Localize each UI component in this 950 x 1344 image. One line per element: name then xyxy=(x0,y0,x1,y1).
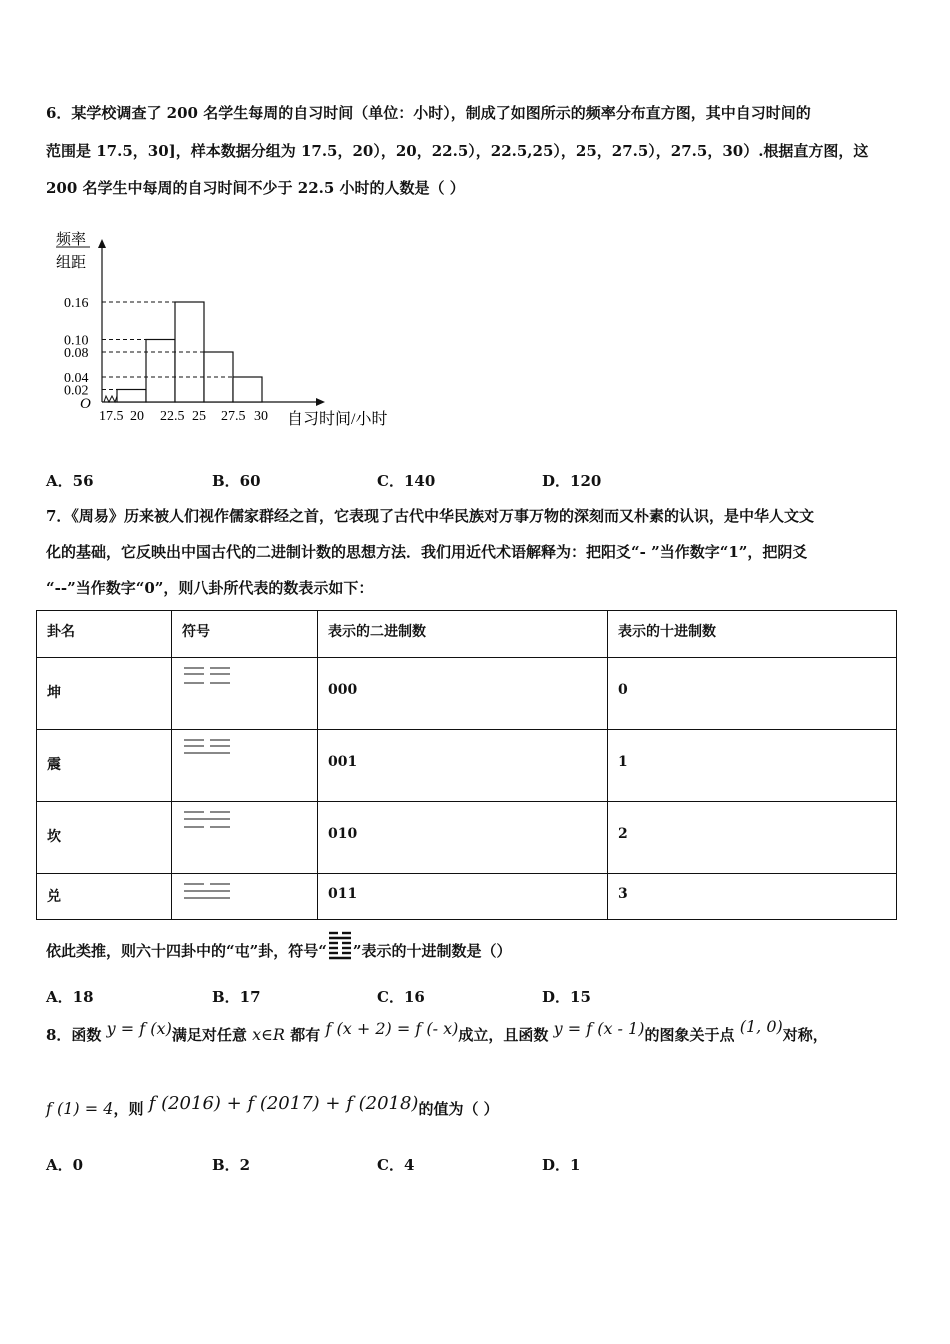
trigram-kan-icon xyxy=(182,810,232,830)
row-decimal: 1 xyxy=(608,730,897,802)
q7-option-d[interactable]: D．15 xyxy=(542,988,591,1006)
row-binary: 011 xyxy=(318,874,608,920)
hexagram-tun-icon xyxy=(327,930,353,962)
row-decimal: 0 xyxy=(608,658,897,730)
histogram-bar xyxy=(117,390,146,403)
header-decimal: 表示的十进制数 xyxy=(608,611,897,658)
q7-after-table xyxy=(46,940,512,962)
q8-math-2: x∈R xyxy=(252,1025,285,1044)
y-tick-label: 0.10 xyxy=(64,333,89,349)
row-decimal: 3 xyxy=(608,874,897,920)
axis-break-mark xyxy=(104,396,117,402)
row-symbol xyxy=(172,730,318,802)
q6-text-line1: 6．某学校调查了 200 名学生每周的自习时间（单位：小时），制成了如图所示的频率分布直方图，其中自习时间的 xyxy=(46,104,811,122)
x-tick-label: 17.5 xyxy=(99,409,124,424)
q8-option-b[interactable]: B．2 xyxy=(212,1156,251,1174)
q8-line1 xyxy=(46,1017,828,1045)
q7-option-c[interactable]: C．16 xyxy=(377,988,425,1006)
table-row xyxy=(37,658,897,730)
row-binary: 000 xyxy=(318,658,608,730)
q8-text-7: ，则 xyxy=(113,1100,144,1118)
q8-option-a[interactable]: A．0 xyxy=(46,1156,84,1174)
row-decimal: 2 xyxy=(608,802,897,874)
histogram-ylabel-bottom: 组距 xyxy=(56,255,87,271)
q7-after-prefix: 依此类推，则六十四卦中的“屯”卦，符号“ xyxy=(46,942,327,960)
y-tick-label: 0.02 xyxy=(64,383,89,399)
q7-text-line2: 化的基础，它反映出中国古代的二进制计数的思想方法．我们用近代术语解释为：把阳爻“- ”当作数字“1”，把阴爻 xyxy=(46,543,808,561)
q6-option-c[interactable]: C．140 xyxy=(377,472,436,490)
trigram-dui-icon xyxy=(182,882,232,902)
q8-text-4: 成立，且函数 xyxy=(458,1026,549,1044)
q7-after-suffix: ”表示的十进制数是（） xyxy=(352,942,512,960)
trigram-kun-icon xyxy=(182,666,232,686)
header-name: 卦名 xyxy=(37,611,172,658)
table-row xyxy=(37,730,897,802)
histogram-bar xyxy=(233,377,262,402)
bagua-table xyxy=(36,610,897,920)
q8-text-8: 的值为（ ） xyxy=(418,1100,499,1118)
row-symbol xyxy=(172,874,318,920)
y-tick-label: 0.04 xyxy=(64,371,89,386)
x-tick-label: 27.5 xyxy=(221,409,246,424)
q6-option-a[interactable]: A．56 xyxy=(46,472,94,490)
trigram-zhen-icon xyxy=(182,738,232,758)
header-symbol: 符号 xyxy=(172,611,318,658)
q6-option-d[interactable]: D．120 xyxy=(542,472,602,490)
histogram-bar xyxy=(146,340,175,403)
histogram-marks xyxy=(64,239,325,424)
histogram-xlabel: 自习时间/小时 xyxy=(287,411,388,428)
row-symbol xyxy=(172,658,318,730)
q8-math-1: y = f (x) xyxy=(106,1019,172,1038)
row-binary: 010 xyxy=(318,802,608,874)
table-row xyxy=(37,874,897,920)
header-binary: 表示的二进制数 xyxy=(318,611,608,658)
y-axis-arrow xyxy=(98,239,106,248)
q6-text-line2: 范围是 17.5，30]，样本数据分组为 17.5，20），20，22.5），22.5,25），25，27.5），27.5，30）.根据直方图，这 xyxy=(46,142,869,160)
histogram-origin-label: O xyxy=(80,396,91,412)
q8-options xyxy=(46,1154,746,1176)
q8-math-7: f (2016) + f (2017) + f (2018) xyxy=(148,1093,419,1114)
row-name: 坎 xyxy=(37,802,172,874)
row-symbol xyxy=(172,802,318,874)
q6-text-line3: 200 名学生中每周的自习时间不少于 22.5 小时的人数是（ ） xyxy=(46,179,465,197)
q8-option-d[interactable]: D．1 xyxy=(542,1156,581,1174)
q7-option-b[interactable]: B．17 xyxy=(212,988,261,1006)
x-tick-label: 20 xyxy=(130,409,144,424)
q7-options xyxy=(46,986,746,1008)
q8-text-1: 8．函数 xyxy=(46,1026,102,1044)
x-tick-label: 25 xyxy=(192,409,206,424)
table-header-row xyxy=(37,611,897,658)
q7-text-line1: 7．《周易》历来被人们视作儒家群经之首，它表现了古代中华民族对万事万物的深刻而又朴素的认识，是中华人文文 xyxy=(46,507,814,525)
x-tick-label: 30 xyxy=(254,409,268,424)
q8-math-5: (1, 0) xyxy=(739,1017,783,1036)
q7-option-a[interactable]: A．18 xyxy=(46,988,94,1006)
q8-text-3: 都有 xyxy=(290,1026,321,1044)
q8-line2 xyxy=(46,1093,499,1119)
q8-text-5: 的图象关于点 xyxy=(644,1026,735,1044)
q6-options xyxy=(46,470,746,492)
frequency-histogram xyxy=(44,226,424,438)
x-axis-arrow xyxy=(316,398,325,406)
q8-math-3: f (x + 2) = f (- x) xyxy=(325,1019,459,1038)
row-name: 兑 xyxy=(37,874,172,920)
q6-option-b[interactable]: B．60 xyxy=(212,472,261,490)
y-tick-label: 0.08 xyxy=(64,346,89,361)
q7-text-line3: “--”当作数字“0”，则八卦所代表的数表示如下： xyxy=(46,579,374,597)
q8-text-2: 满足对任意 xyxy=(171,1026,247,1044)
q8-math-6: f (1) = 4 xyxy=(46,1099,114,1118)
table-row xyxy=(37,802,897,874)
q8-math-4: y = f (x - 1) xyxy=(553,1019,645,1038)
row-name: 震 xyxy=(37,730,172,802)
q8-option-c[interactable]: C．4 xyxy=(377,1156,415,1174)
row-name: 坤 xyxy=(37,658,172,730)
row-binary: 001 xyxy=(318,730,608,802)
histogram-ylabel-top: 频率 xyxy=(56,232,87,248)
x-tick-label: 22.5 xyxy=(160,409,185,424)
q8-text-6: 对称， xyxy=(782,1026,828,1044)
y-tick-label: 0.16 xyxy=(64,296,89,311)
